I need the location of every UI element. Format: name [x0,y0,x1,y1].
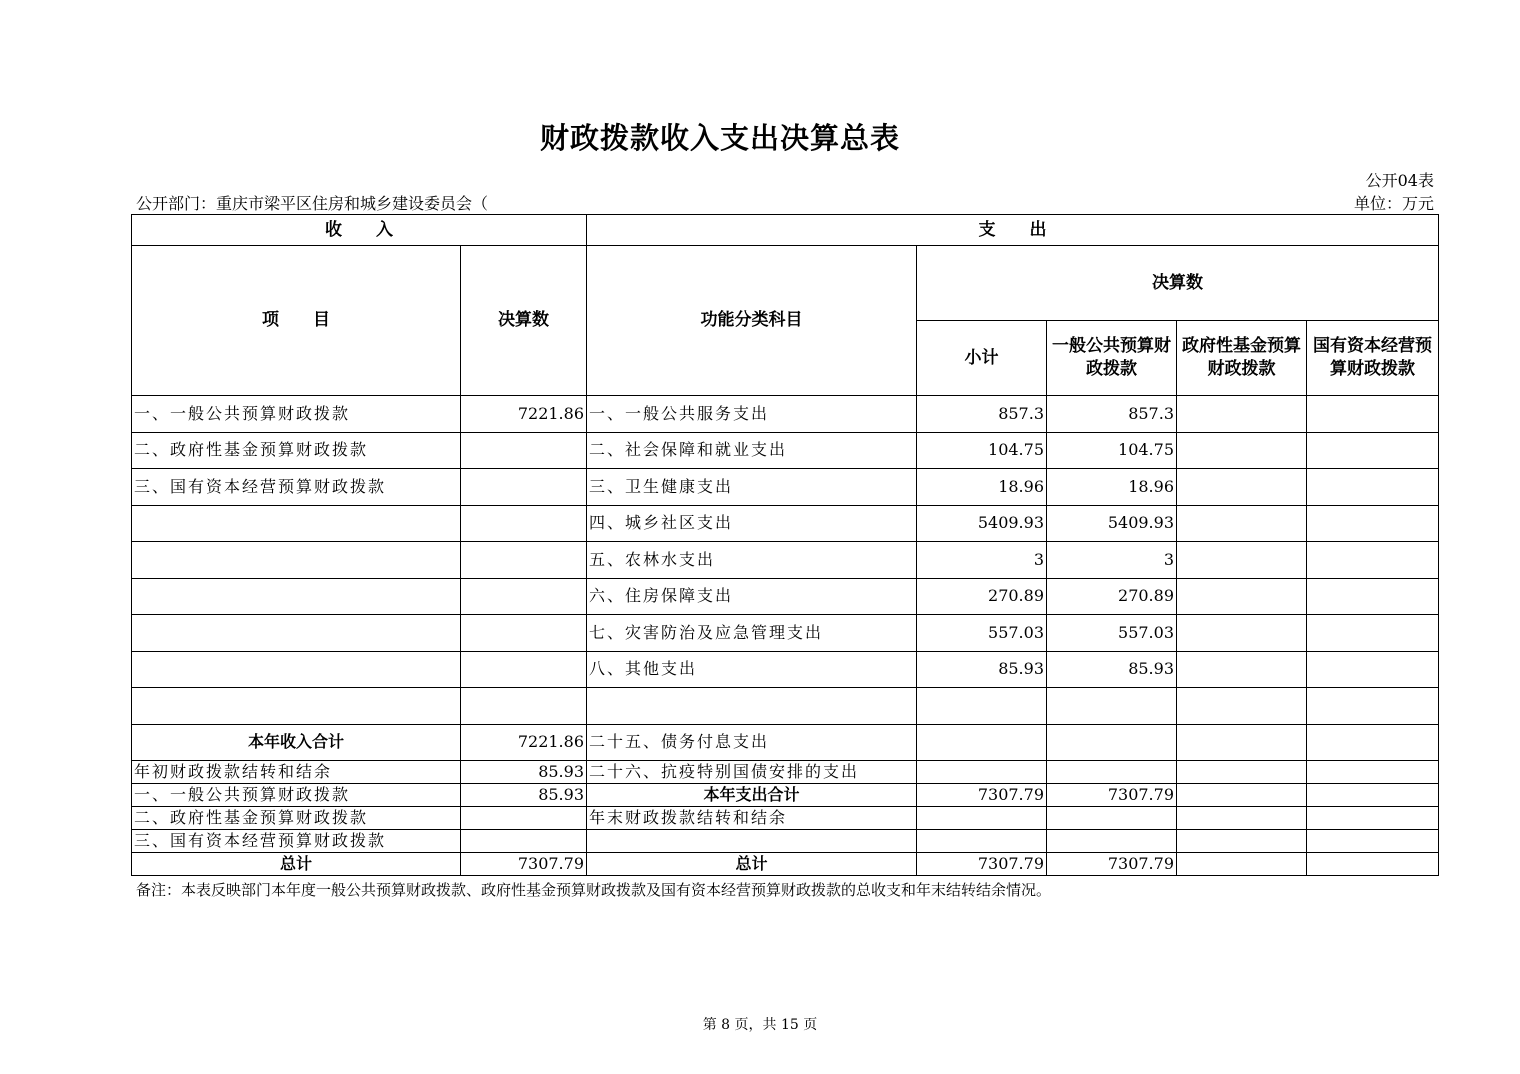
summary-row [132,724,1439,760]
general-budget-cell: 85.93 [1047,651,1177,688]
gov-fund-cell [1177,760,1307,783]
subtotal-cell [917,829,1047,852]
gov-fund-cell [1177,578,1307,615]
state-capital-cell [1307,852,1439,875]
gov-fund-cell [1177,615,1307,652]
carry-general-label: 一、一般公共预算财政拨款 [132,783,461,806]
income-amount-cell: 7221.86 [461,396,587,433]
general-budget-cell [1047,760,1177,783]
general-budget-cell [1047,688,1177,725]
income-item-cell [132,542,461,579]
year-expense-subtotal-value: 7307.79 [917,783,1047,806]
func-category-header: 功能分类科目 [587,246,917,396]
header-row-mid [132,246,1439,321]
year-expense-general-value: 7307.79 [1047,783,1177,806]
state-capital-cell [1307,806,1439,829]
general-budget-cell: 270.89 [1047,578,1177,615]
table-number: 公开04表 [1365,171,1434,190]
page-title: 财政拨款收入支出决算总表 [539,121,900,155]
income-amount-cell [461,615,587,652]
subtotal-cell: 18.96 [917,469,1047,506]
gov-fund-cell [1177,688,1307,725]
income-item-cell: 一、一般公共预算财政拨款 [132,396,461,433]
subtotal-cell [917,688,1047,725]
income-amount-cell [461,688,587,725]
subtotal-cell [917,806,1047,829]
gov-fund-cell [1177,829,1307,852]
income-item-cell [132,615,461,652]
carry-gov-fund-label: 二、政府性基金预算财政拨款 [132,806,461,829]
year-income-total-value: 7221.86 [461,724,587,760]
year-income-total-label: 本年收入合计 [132,724,461,760]
general-budget-cell: 104.75 [1047,432,1177,469]
expense-item-cell: 七、灾害防治及应急管理支出 [587,615,917,652]
table-row [132,542,1439,579]
table-row [132,651,1439,688]
income-amount-cell [461,469,587,506]
page-footer: 第 8 页，共 15 页 [702,1017,818,1033]
summary-row [132,760,1439,783]
unit-label: 单位：万元 [1353,194,1434,213]
carry-state-capital-label: 三、国有资本经营预算财政拨款 [132,829,461,852]
general-budget-cell [1047,829,1177,852]
summary-row [132,806,1439,829]
income-amount-cell [461,432,587,469]
expense-grand-total-label: 总计 [587,852,917,875]
budget-summary-table [131,214,1439,876]
table-row [132,688,1439,725]
general-budget-cell: 557.03 [1047,615,1177,652]
carry-in-label: 年初财政拨款结转和结余 [132,760,461,783]
gov-fund-cell [1177,806,1307,829]
state-capital-cell [1307,760,1439,783]
state-capital-cell [1307,578,1439,615]
carry-general-value: 85.93 [461,783,587,806]
state-capital-cell [1307,615,1439,652]
general-budget-header: 一般公共预算财政拨款 [1047,321,1177,396]
expense-item-cell: 二、社会保障和就业支出 [587,432,917,469]
subtotal-cell: 85.93 [917,651,1047,688]
expense-item-cell: 一、一般公共服务支出 [587,396,917,433]
subtotal-cell: 104.75 [917,432,1047,469]
general-budget-cell: 18.96 [1047,469,1177,506]
table-row [132,505,1439,542]
income-grand-total-value: 7307.79 [461,852,587,875]
general-budget-cell: 3 [1047,542,1177,579]
expense-item-cell [587,688,917,725]
state-capital-cell [1307,469,1439,506]
state-capital-cell [1307,651,1439,688]
subtotal-cell: 557.03 [917,615,1047,652]
general-budget-cell: 857.3 [1047,396,1177,433]
expense-grand-general-value: 7307.79 [1047,852,1177,875]
income-item-cell: 三、国有资本经营预算财政拨款 [132,469,461,506]
department-label: 公开部门：重庆市梁平区住房和城乡建设委员会（ [136,194,489,213]
carry-in-value: 85.93 [461,760,587,783]
table-row [132,615,1439,652]
state-capital-cell [1307,396,1439,433]
gov-fund-cell [1177,469,1307,506]
expense-item-cell: 六、住房保障支出 [587,578,917,615]
expense-item-cell: 五、农林水支出 [587,542,917,579]
table-row [132,469,1439,506]
debt-interest-item: 二十五、债务付息支出 [587,724,917,760]
general-budget-cell [1047,724,1177,760]
carry-state-capital-value [461,829,587,852]
expense-grand-subtotal-value: 7307.79 [917,852,1047,875]
final-amount-header: 决算数 [917,246,1439,321]
summary-row [132,783,1439,806]
state-capital-cell [1307,542,1439,579]
covid-bond-item: 二十六、抗疫特别国债安排的支出 [587,760,917,783]
gov-fund-cell [1177,852,1307,875]
subtotal-cell: 857.3 [917,396,1047,433]
income-amount-header: 决算数 [461,246,587,396]
table-row [132,396,1439,433]
expense-item-cell [587,829,917,852]
general-budget-cell [1047,806,1177,829]
income-item-cell [132,578,461,615]
summary-row [132,829,1439,852]
gov-fund-cell [1177,542,1307,579]
state-capital-cell [1307,783,1439,806]
state-capital-cell [1307,724,1439,760]
item-header: 项 目 [132,246,461,396]
gov-fund-cell [1177,396,1307,433]
expense-item-cell: 三、卫生健康支出 [587,469,917,506]
state-capital-cell [1307,505,1439,542]
subtotal-cell [917,724,1047,760]
expense-item-cell: 八、其他支出 [587,651,917,688]
subtotal-cell [917,760,1047,783]
general-budget-cell: 5409.93 [1047,505,1177,542]
state-capital-cell [1307,829,1439,852]
income-header: 收 入 [132,215,587,246]
income-amount-cell [461,505,587,542]
summary-row [132,852,1439,875]
gov-fund-cell [1177,432,1307,469]
income-item-cell [132,651,461,688]
expense-header: 支 出 [587,215,1439,246]
subtotal-header: 小计 [917,321,1047,396]
income-item-cell: 二、政府性基金预算财政拨款 [132,432,461,469]
carry-gov-fund-value [461,806,587,829]
carry-out-label: 年末财政拨款结转和结余 [587,806,917,829]
year-expense-total-label: 本年支出合计 [587,783,917,806]
income-grand-total-label: 总计 [132,852,461,875]
gov-fund-cell [1177,651,1307,688]
income-amount-cell [461,578,587,615]
state-capital-cell [1307,432,1439,469]
gov-fund-header: 政府性基金预算财政拨款 [1177,321,1307,396]
subtotal-cell: 5409.93 [917,505,1047,542]
gov-fund-cell [1177,505,1307,542]
income-item-cell [132,688,461,725]
income-amount-cell [461,542,587,579]
header-row-top [132,215,1439,246]
income-item-cell [132,505,461,542]
table-row [132,432,1439,469]
subtotal-cell: 3 [917,542,1047,579]
expense-item-cell: 四、城乡社区支出 [587,505,917,542]
state-capital-cell [1307,688,1439,725]
gov-fund-cell [1177,724,1307,760]
state-capital-header: 国有资本经营预算财政拨款 [1307,321,1439,396]
gov-fund-cell [1177,783,1307,806]
subtotal-cell: 270.89 [917,578,1047,615]
table-row [132,578,1439,615]
table-note: 备注：本表反映部门本年度一般公共预算财政拨款、政府性基金预算财政拨款及国有资本经营预算财政拨款的总收支和年末结转结余情况。 [136,881,1052,899]
income-amount-cell [461,651,587,688]
